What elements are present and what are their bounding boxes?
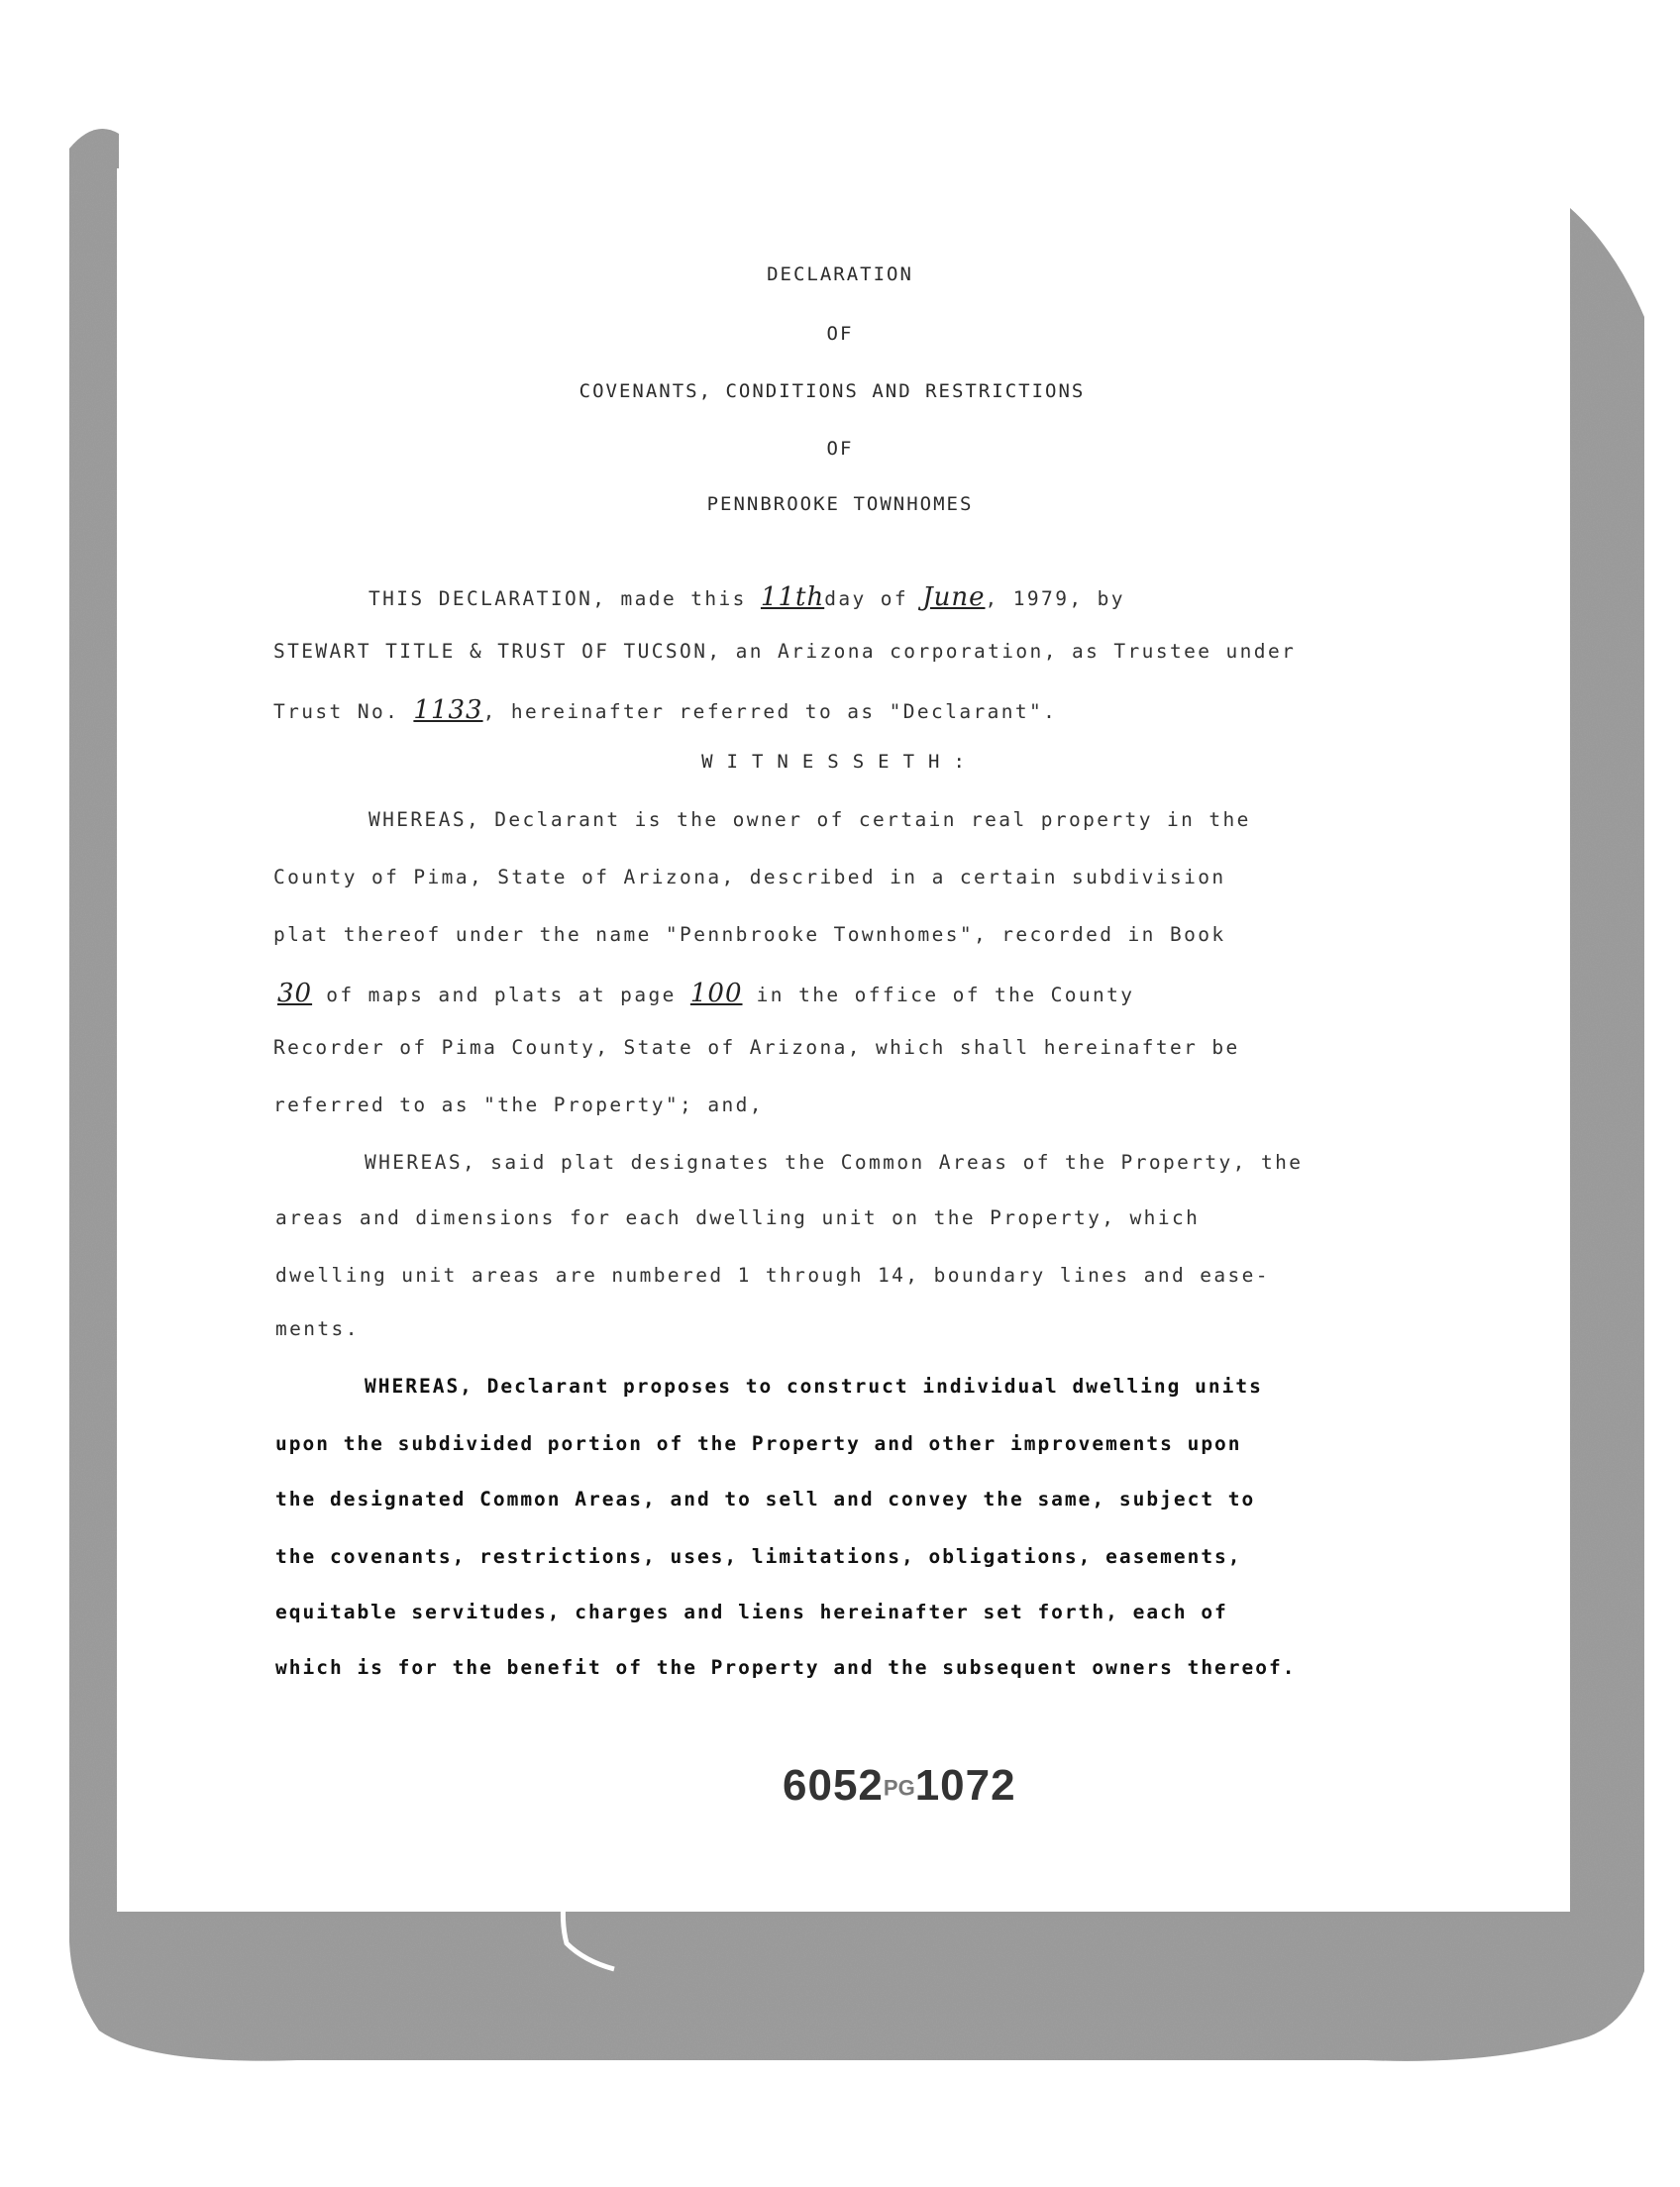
intro-line-1-text-b: day of [824,587,923,610]
recording-stamp-page-label: PG [883,1775,915,1801]
title-of-1: OF [826,323,854,345]
para1-line-3: plat thereof under the name "Pennbrooke Townhomes", recorded in Book [273,923,1226,946]
para2-line-3: dwelling unit areas are numbered 1 through 14, boundary lines and ease- [275,1264,1270,1287]
title-declaration: DECLARATION [767,263,913,285]
para3-line-1: WHEREAS, Declarant proposes to construct individual dwelling units [365,1375,1263,1398]
para1-page-handwritten: 100 [689,979,743,1008]
scan-artifact-mark [555,1882,634,1981]
intro-line-1-text-a: THIS DECLARATION, made this [368,587,761,610]
para1-line-4-text-b: in the office of the County [742,984,1135,1006]
para1-book-handwritten: 30 [277,979,313,1008]
intro-line-3-text-b: , hereinafter referred to as "Declarant". [482,700,1058,723]
para1-line-6: referred to as "the Property"; and, [273,1094,764,1116]
intro-month-handwritten: June [922,582,986,612]
para1-line-2: County of Pima, State of Arizona, described in a certain subdivision [273,866,1226,888]
intro-line-2: STEWART TITLE & TRUST OF TUCSON, an Arizona corporation, as Trustee under [273,640,1297,663]
para3-line-2: upon the subdivided portion of the Property and other improvements upon [275,1432,1242,1455]
recording-stamp [783,1761,1016,1811]
title-of-2: OF [826,438,854,460]
para3-line-6: which is for the benefit of the Property and the subsequent owners thereof. [275,1656,1297,1679]
witnesseth-heading: WITNESSETH: [701,751,979,773]
para3-line-5: equitable servitudes, charges and liens hereinafter set forth, each of [275,1601,1228,1623]
para2-line-2: areas and dimensions for each dwelling unit on the Property, which [275,1206,1201,1229]
intro-line-3-text-a: Trust No. [273,700,414,723]
para2-line-1: WHEREAS, said plat designates the Common Areas of the Property, the [365,1151,1304,1174]
title-pennbrooke: PENNBROOKE TOWNHOMES [706,493,974,515]
intro-line-1-text-c: , 1979, by [985,587,1125,610]
para3-line-3: the designated Common Areas, and to sell and convey the same, subject to [275,1488,1256,1510]
para2-line-4: ments. [275,1317,360,1340]
para1-line-5: Recorder of Pima County, State of Arizona, which shall hereinafter be [273,1036,1240,1059]
para1-line-4-text-a: of maps and plats at page [312,984,690,1006]
intro-line-1 [368,582,1125,612]
intro-trust-number-handwritten: 1133 [413,695,483,725]
para3-line-4: the covenants, restrictions, uses, limitations, obligations, easements, [275,1545,1242,1568]
para1-line-1: WHEREAS, Declarant is the owner of certain real property in the [368,808,1251,831]
title-covenants: COVENANTS, CONDITIONS AND RESTRICTIONS [578,380,1086,402]
recording-stamp-page: 1072 [914,1761,1016,1810]
intro-day-handwritten: 11th [760,582,825,612]
para1-line-4 [277,979,1134,1008]
intro-line-3 [273,695,1057,725]
recording-stamp-docket: 6052 [783,1761,884,1810]
